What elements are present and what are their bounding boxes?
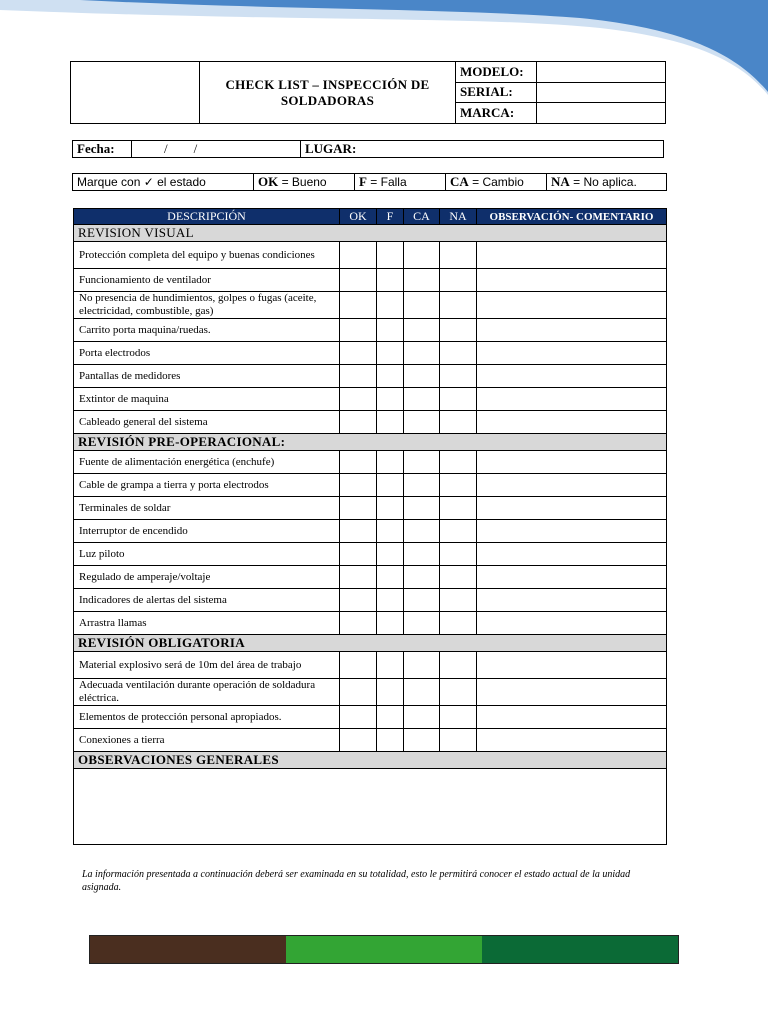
ok-checkbox-cell[interactable] xyxy=(340,652,377,679)
item-description: Porta electrodos xyxy=(74,342,340,365)
general-observations-title: OBSERVACIONES GENERALES xyxy=(74,752,667,769)
observation-cell[interactable] xyxy=(477,612,667,635)
observation-cell[interactable] xyxy=(477,566,667,589)
item-description: Cableado general del sistema xyxy=(74,411,340,434)
legend-ca xyxy=(446,174,547,191)
legend-f-key: F xyxy=(359,174,367,189)
item-description: Carrito porta maquina/ruedas. xyxy=(74,319,340,342)
checklist-row xyxy=(74,365,667,388)
section-title: REVISION VISUAL xyxy=(74,225,667,242)
checklist-row xyxy=(74,388,667,411)
legend-na xyxy=(547,174,667,191)
ca-checkbox-cell[interactable] xyxy=(404,706,440,729)
f-checkbox-cell[interactable] xyxy=(377,706,404,729)
f-checkbox-cell[interactable] xyxy=(377,652,404,679)
legend-ca-text: = Cambio xyxy=(468,175,524,189)
checklist-row xyxy=(74,342,667,365)
col-descripcion: DESCRIPCIÓN xyxy=(74,209,340,225)
ok-checkbox-cell[interactable] xyxy=(340,497,377,520)
bar-segment-dark-green xyxy=(482,936,678,963)
marca-label: MARCA: xyxy=(456,103,537,124)
checklist-row xyxy=(74,543,667,566)
observation-cell[interactable] xyxy=(477,365,667,388)
item-description: Extintor de maquina xyxy=(74,388,340,411)
ok-checkbox-cell[interactable] xyxy=(340,520,377,543)
na-checkbox-cell[interactable] xyxy=(440,589,477,612)
legend-ok-key: OK xyxy=(258,174,279,189)
checklist-row xyxy=(74,269,667,292)
ok-checkbox-cell[interactable] xyxy=(340,319,377,342)
f-checkbox-cell[interactable] xyxy=(377,451,404,474)
item-description: Material explosivo será de 10m del área de trabajo xyxy=(74,652,340,679)
ca-checkbox-cell[interactable] xyxy=(404,612,440,635)
na-checkbox-cell[interactable] xyxy=(440,474,477,497)
na-checkbox-cell[interactable] xyxy=(440,342,477,365)
col-ca: CA xyxy=(404,209,440,225)
na-checkbox-cell[interactable] xyxy=(440,292,477,319)
ok-checkbox-cell[interactable] xyxy=(340,292,377,319)
f-checkbox-cell[interactable] xyxy=(377,497,404,520)
ok-checkbox-cell[interactable] xyxy=(340,242,377,269)
checklist-table xyxy=(73,208,667,845)
f-checkbox-cell[interactable] xyxy=(377,543,404,566)
ok-checkbox-cell[interactable] xyxy=(340,342,377,365)
footer-color-bar xyxy=(89,935,679,964)
observation-cell[interactable] xyxy=(477,729,667,752)
legend-na-key: NA xyxy=(551,174,570,189)
ca-checkbox-cell[interactable] xyxy=(404,566,440,589)
na-checkbox-cell[interactable] xyxy=(440,269,477,292)
checklist-header-row xyxy=(74,209,667,225)
observation-cell[interactable] xyxy=(477,589,667,612)
ca-checkbox-cell[interactable] xyxy=(404,451,440,474)
checklist-row xyxy=(74,679,667,706)
section-title: REVISIÓN OBLIGATORIA xyxy=(74,635,667,652)
observation-cell[interactable] xyxy=(477,269,667,292)
checklist-row xyxy=(74,589,667,612)
na-checkbox-cell[interactable] xyxy=(440,497,477,520)
bar-segment-brown xyxy=(90,936,286,963)
checklist-row xyxy=(74,566,667,589)
f-checkbox-cell[interactable] xyxy=(377,566,404,589)
checklist-row xyxy=(74,706,667,729)
observation-cell[interactable] xyxy=(477,242,667,269)
f-checkbox-cell[interactable] xyxy=(377,612,404,635)
f-checkbox-cell[interactable] xyxy=(377,292,404,319)
observation-cell[interactable] xyxy=(477,679,667,706)
checklist-row xyxy=(74,520,667,543)
section-title: REVISIÓN PRE-OPERACIONAL: xyxy=(74,434,667,451)
f-checkbox-cell[interactable] xyxy=(377,520,404,543)
observation-cell[interactable] xyxy=(477,292,667,319)
na-checkbox-cell[interactable] xyxy=(440,566,477,589)
f-checkbox-cell[interactable] xyxy=(377,411,404,434)
na-checkbox-cell[interactable] xyxy=(440,451,477,474)
f-checkbox-cell[interactable] xyxy=(377,474,404,497)
observation-cell[interactable] xyxy=(477,520,667,543)
na-checkbox-cell[interactable] xyxy=(440,365,477,388)
checklist-row xyxy=(74,451,667,474)
na-checkbox-cell[interactable] xyxy=(440,543,477,566)
f-checkbox-cell[interactable] xyxy=(377,729,404,752)
f-checkbox-cell[interactable] xyxy=(377,589,404,612)
legend-na-text: = No aplica. xyxy=(569,175,637,189)
observation-cell[interactable] xyxy=(477,706,667,729)
observation-cell[interactable] xyxy=(477,474,667,497)
f-checkbox-cell[interactable] xyxy=(377,269,404,292)
item-description: No presencia de hundimientos, golpes o fugas (aceite, electricidad, combustible, gas) xyxy=(74,292,340,319)
ca-checkbox-cell[interactable] xyxy=(404,242,440,269)
ok-checkbox-cell[interactable] xyxy=(340,411,377,434)
header-table xyxy=(70,61,666,124)
observation-cell[interactable] xyxy=(477,543,667,566)
item-description: Pantallas de medidores xyxy=(74,365,340,388)
ca-checkbox-cell[interactable] xyxy=(404,365,440,388)
observation-cell[interactable] xyxy=(477,411,667,434)
item-description: Terminales de soldar xyxy=(74,497,340,520)
ca-checkbox-cell[interactable] xyxy=(404,543,440,566)
ca-checkbox-cell[interactable] xyxy=(404,729,440,752)
modelo-field[interactable] xyxy=(537,62,666,83)
item-description: Adecuada ventilación durante operación de soldadura eléctrica. xyxy=(74,679,340,706)
legend-table xyxy=(72,173,667,191)
ca-checkbox-cell[interactable] xyxy=(404,652,440,679)
checklist-row xyxy=(74,474,667,497)
na-checkbox-cell[interactable] xyxy=(440,319,477,342)
ca-checkbox-cell[interactable] xyxy=(404,520,440,543)
ok-checkbox-cell[interactable] xyxy=(340,269,377,292)
col-ok: OK xyxy=(340,209,377,225)
na-checkbox-cell[interactable] xyxy=(440,242,477,269)
na-checkbox-cell[interactable] xyxy=(440,652,477,679)
na-checkbox-cell[interactable] xyxy=(440,520,477,543)
checklist-row xyxy=(74,652,667,679)
ca-checkbox-cell[interactable] xyxy=(404,342,440,365)
ok-checkbox-cell[interactable] xyxy=(340,474,377,497)
f-checkbox-cell[interactable] xyxy=(377,242,404,269)
legend-f xyxy=(355,174,446,191)
section-header-row xyxy=(74,434,667,451)
f-checkbox-cell[interactable] xyxy=(377,342,404,365)
section-header-row xyxy=(74,635,667,652)
legend-ca-key: CA xyxy=(450,174,469,189)
legend-f-text: = Falla xyxy=(366,175,407,189)
general-observations-field[interactable] xyxy=(74,769,667,845)
observation-cell[interactable] xyxy=(477,652,667,679)
legend-ok-text: = Bueno xyxy=(278,175,327,189)
checklist-row xyxy=(74,242,667,269)
ok-checkbox-cell[interactable] xyxy=(340,679,377,706)
item-description: Funcionamiento de ventilador xyxy=(74,269,340,292)
item-description: Luz piloto xyxy=(74,543,340,566)
fecha-label: Fecha: xyxy=(73,141,132,158)
observation-cell[interactable] xyxy=(477,342,667,365)
col-observacion: OBSERVACIÓN- COMENTARIO xyxy=(477,209,667,225)
ok-checkbox-cell[interactable] xyxy=(340,706,377,729)
ok-checkbox-cell[interactable] xyxy=(340,612,377,635)
item-description: Conexiones a tierra xyxy=(74,729,340,752)
modelo-label: MODELO: xyxy=(456,62,537,83)
ca-checkbox-cell[interactable] xyxy=(404,388,440,411)
ca-checkbox-cell[interactable] xyxy=(404,292,440,319)
f-checkbox-cell[interactable] xyxy=(377,365,404,388)
item-description: Elementos de protección personal apropiados. xyxy=(74,706,340,729)
na-checkbox-cell[interactable] xyxy=(440,679,477,706)
f-checkbox-cell[interactable] xyxy=(377,679,404,706)
na-checkbox-cell[interactable] xyxy=(440,612,477,635)
item-description: Indicadores de alertas del sistema xyxy=(74,589,340,612)
legend-ok xyxy=(254,174,355,191)
general-observations-header-row xyxy=(74,752,667,769)
ok-checkbox-cell[interactable] xyxy=(340,589,377,612)
bar-segment-green xyxy=(286,936,482,963)
observation-cell[interactable] xyxy=(477,319,667,342)
col-na: NA xyxy=(440,209,477,225)
item-description: Cable de grampa a tierra y porta electrodos xyxy=(74,474,340,497)
logo-cell xyxy=(71,62,200,124)
item-description: Arrastra llamas xyxy=(74,612,340,635)
ca-checkbox-cell[interactable] xyxy=(404,319,440,342)
legend-instruction: Marque con ✓ el estado xyxy=(73,174,254,191)
item-description: Interruptor de encendido xyxy=(74,520,340,543)
observation-cell[interactable] xyxy=(477,497,667,520)
fecha-field[interactable]: / / xyxy=(132,141,301,158)
checklist-row xyxy=(74,319,667,342)
section-header-row xyxy=(74,225,667,242)
observation-cell[interactable] xyxy=(477,451,667,474)
na-checkbox-cell[interactable] xyxy=(440,729,477,752)
checklist-row xyxy=(74,292,667,319)
footnote: La información presentada a continuación deberá ser examinada en su totalidad, esto le permitirá conocer el estado actual de la unidad asignada. xyxy=(82,869,631,893)
ok-checkbox-cell[interactable] xyxy=(340,566,377,589)
page-title: CHECK LIST – INSPECCIÓN DE SOLDADORAS xyxy=(200,62,456,124)
serial-field[interactable] xyxy=(537,82,666,103)
ok-checkbox-cell[interactable] xyxy=(340,388,377,411)
na-checkbox-cell[interactable] xyxy=(440,411,477,434)
checklist-row xyxy=(74,411,667,434)
lugar-field[interactable] xyxy=(301,141,664,158)
ca-checkbox-cell[interactable] xyxy=(404,474,440,497)
item-description: Regulado de amperaje/voltaje xyxy=(74,566,340,589)
ca-checkbox-cell[interactable] xyxy=(404,589,440,612)
marca-field[interactable] xyxy=(537,103,666,124)
ca-checkbox-cell[interactable] xyxy=(404,497,440,520)
na-checkbox-cell[interactable] xyxy=(440,706,477,729)
date-location-table xyxy=(72,140,664,158)
observation-cell[interactable] xyxy=(477,388,667,411)
ok-checkbox-cell[interactable] xyxy=(340,543,377,566)
general-observations-row xyxy=(74,769,667,845)
f-checkbox-cell[interactable] xyxy=(377,319,404,342)
checklist-row xyxy=(74,729,667,752)
ca-checkbox-cell[interactable] xyxy=(404,269,440,292)
na-checkbox-cell[interactable] xyxy=(440,388,477,411)
item-description: Fuente de alimentación energética (enchufe) xyxy=(74,451,340,474)
ca-checkbox-cell[interactable] xyxy=(404,411,440,434)
f-checkbox-cell[interactable] xyxy=(377,388,404,411)
ok-checkbox-cell[interactable] xyxy=(340,365,377,388)
ok-checkbox-cell[interactable] xyxy=(340,729,377,752)
item-description: Protección completa del equipo y buenas condiciones xyxy=(74,242,340,269)
lugar-label: LUGAR: xyxy=(305,141,357,156)
col-f: F xyxy=(377,209,404,225)
ca-checkbox-cell[interactable] xyxy=(404,679,440,706)
checklist-row xyxy=(74,497,667,520)
ok-checkbox-cell[interactable] xyxy=(340,451,377,474)
checklist-row xyxy=(74,612,667,635)
serial-label: SERIAL: xyxy=(456,82,537,103)
